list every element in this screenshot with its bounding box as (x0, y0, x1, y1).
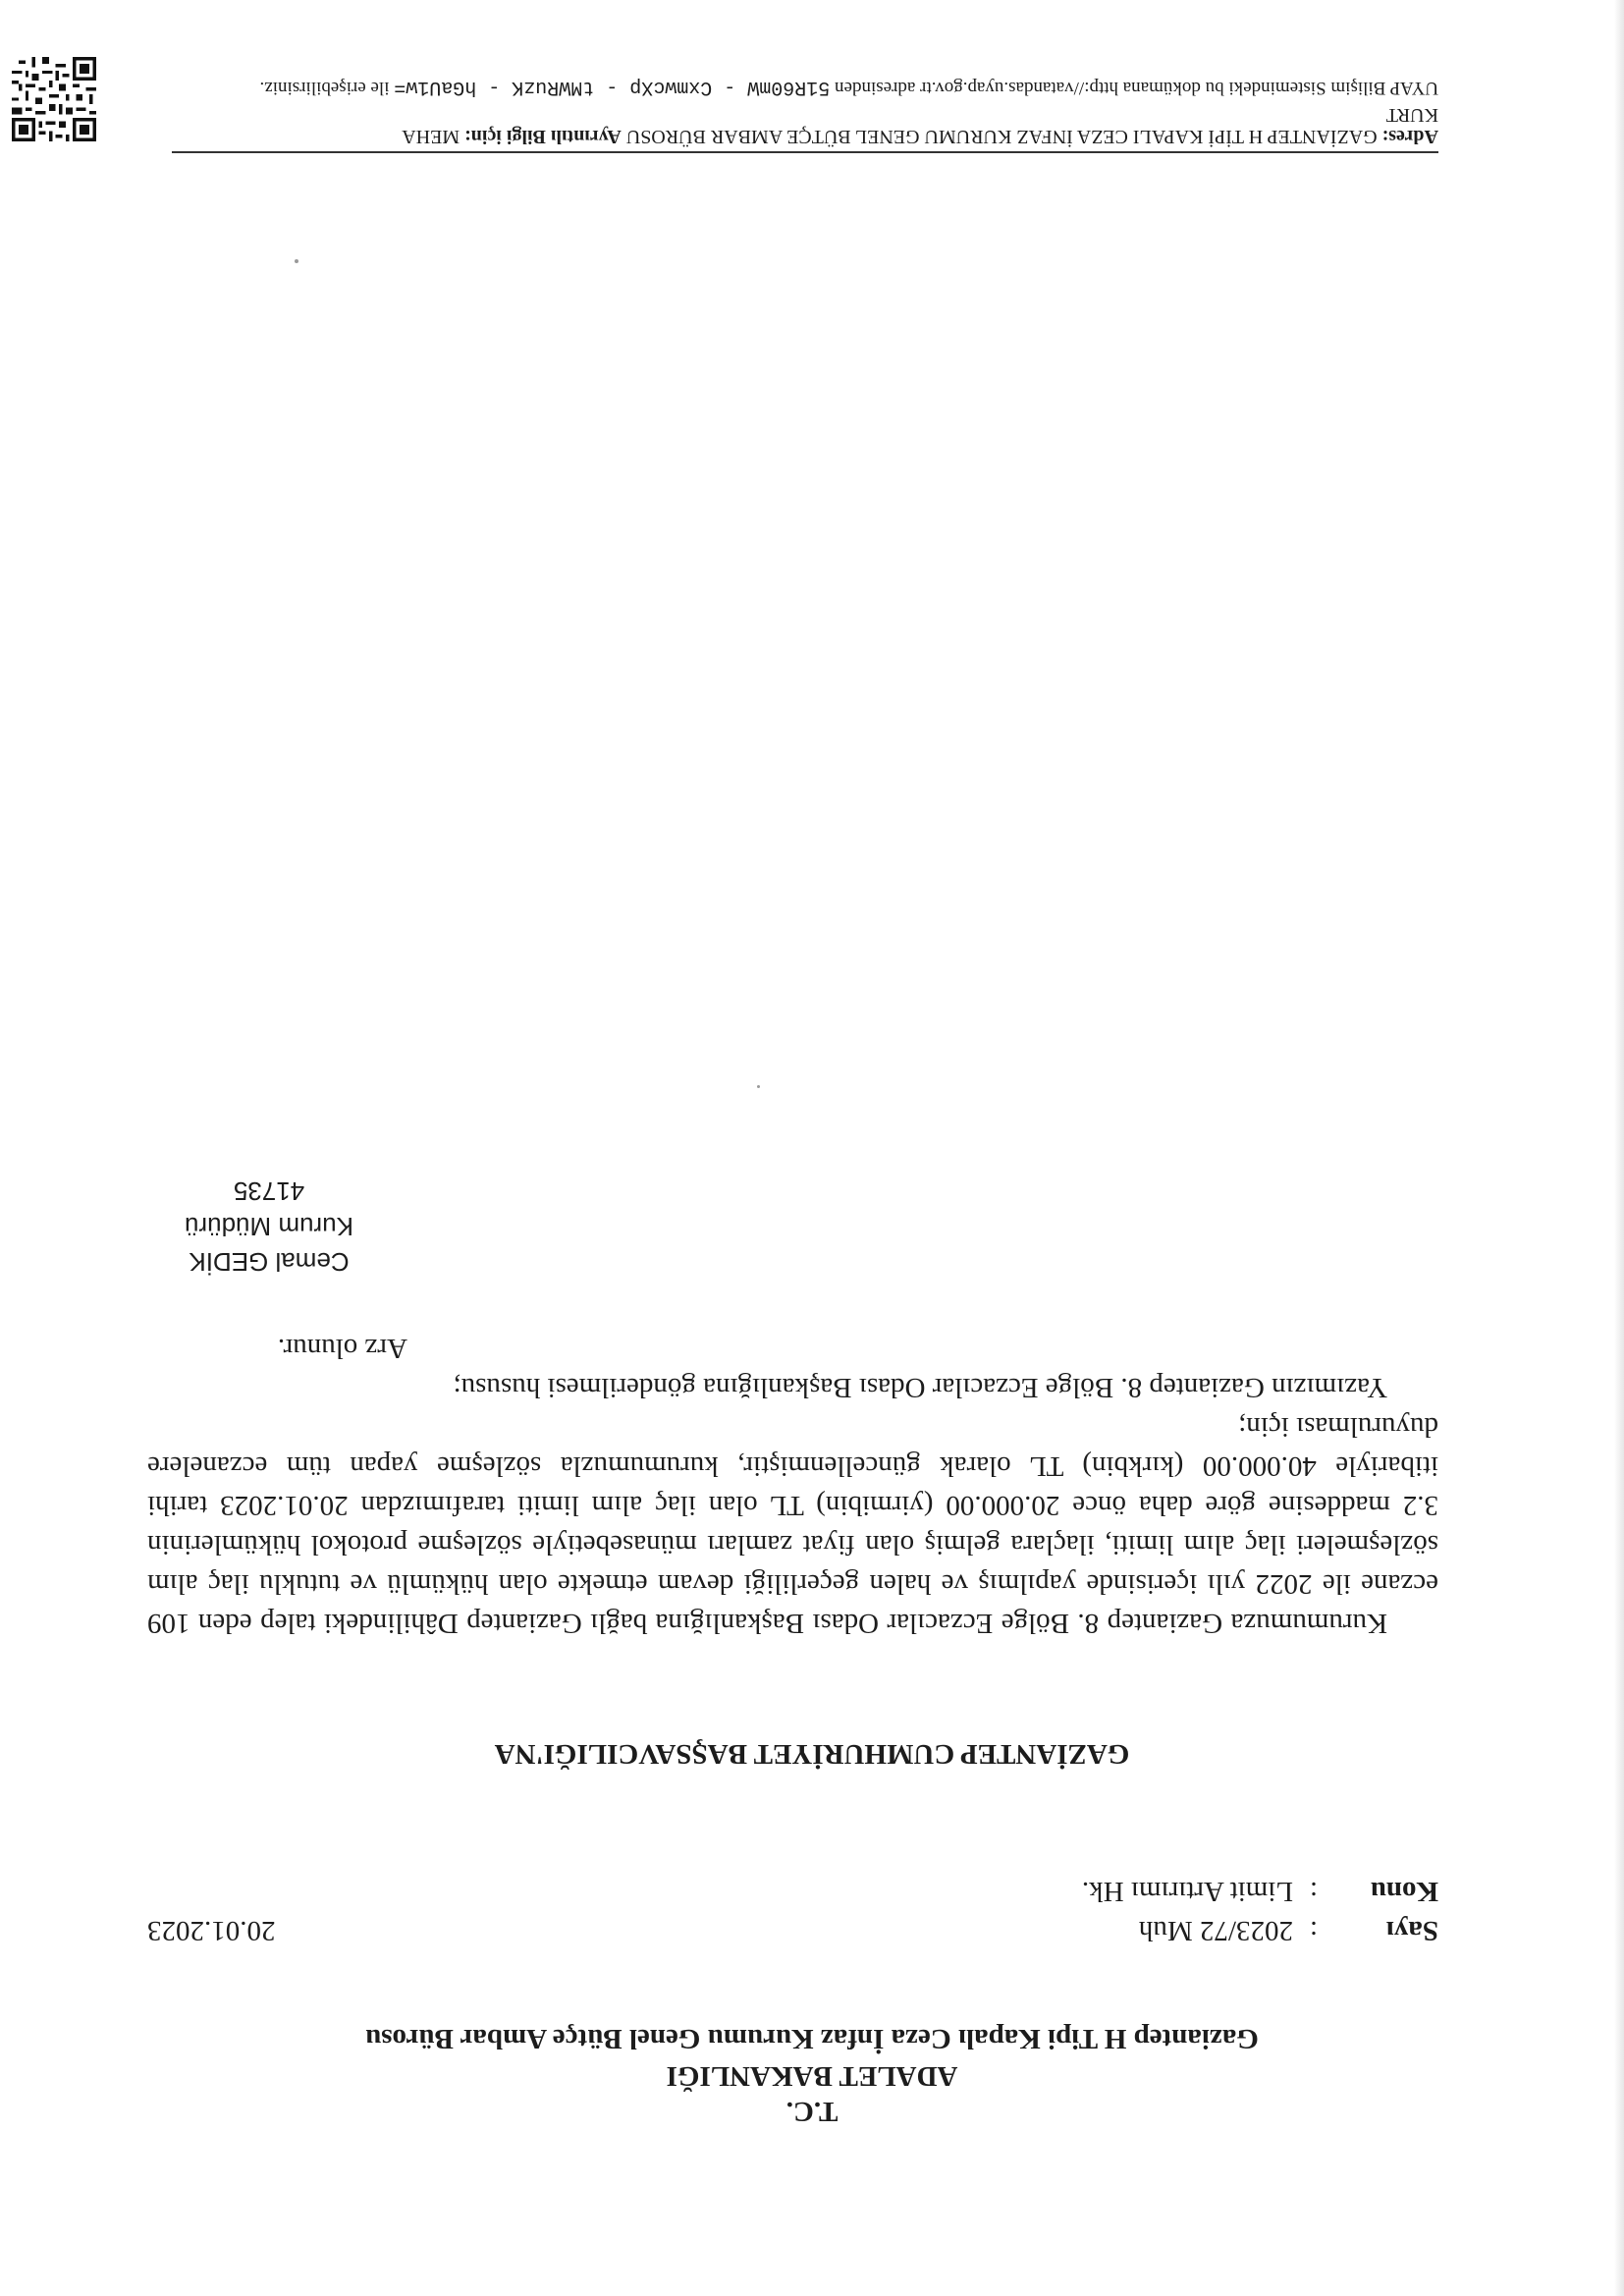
body-paragraph-1: Kurumumuza Gaziantep 8. Bölge Eczacılar Odası Başkanlığına bağlı Gaziantep Dâhilindeki talep eden 109 eczane ile 2022 yılı içerisinde yapılmış ve halen geçerliliği devam etmekte olan hükümlü ve tutuklu ilaç alım sözleşmeleri ilaç alım limiti, ilaçlara gelmiş olan fiyat zamları münasebetiyle sözleşme protokol hükümlerinin 3.2 maddesine göre daha önce 20.000.00 (yirmibin) TL olan ilaç alım limiti tarafımızdan 20.01.2023 tarihi itibariyle 40.000.00 (kırkbin) TL olarak güncellenmiştir, kurumumuzla sözleşme yapan tüm eczanelere duyurulması için; (147, 1411, 1438, 1639)
verification-code: 51R60mW - CxmwcXp - tMWRuzK - hGaU1w= (394, 76, 831, 98)
verification-suffix: ile erişebilirsiniz. (259, 78, 390, 98)
info-value-cont: KURT (1385, 104, 1438, 126)
footer-address-line (83, 126, 1438, 147)
letterhead-unit: Gaziantep H Tipi Kapalı Ceza İnfaz Kurumu Genel Bütçe Ambar Bürosu (365, 2023, 1259, 2054)
address-value: GAZİANTEP H TİPİ KAPALI CEZA İNFAZ KURUMU GENEL BÜTÇE AMBAR BÜROSU (625, 126, 1378, 147)
scan-speck (757, 1085, 760, 1088)
letterhead-state: T.C. (785, 2096, 839, 2127)
konu-row (147, 1872, 1438, 1911)
qr-code-icon (12, 57, 96, 141)
letter-date: 20.01.2023 (147, 1915, 276, 1946)
konu-value: Limit Artırımı Hk. (1081, 1876, 1293, 1907)
letterhead-ministry: ADALET BAKANLIĞI (666, 2060, 958, 2092)
sayi-label: Sayı (1385, 1915, 1438, 1946)
konu-label: Konu (1370, 1876, 1438, 1907)
scan-edge-shadow (1614, 0, 1624, 2296)
footer-verification-line (83, 76, 1438, 98)
address-label: Adres: (1381, 126, 1438, 147)
scan-speck (295, 259, 298, 263)
verification-prefix: UYAP Bilişim Sistemindeki bu dokümana http://vatandas.uyap.gov.tr adresinden (835, 78, 1438, 98)
konu-colon: : (1309, 1876, 1318, 1907)
info-label: Ayrıntılı Bilgi için: (464, 126, 622, 147)
letter-meta (147, 1872, 1438, 1950)
closing-phrase: Arz olunur. (277, 1333, 407, 1364)
letter-body (147, 1329, 1438, 1643)
document-footer (83, 76, 1438, 153)
letterhead (0, 2021, 1624, 2129)
info-value: MEHA (402, 126, 460, 147)
addressee: GAZİANTEP CUMHURİYET BAŞSAVCILIĞI'NA (494, 1738, 1130, 1770)
signatory-title: Kurum Müdürü (185, 1212, 353, 1241)
signatory-name: Cemal GEDİK (189, 1247, 350, 1277)
sayi-row (147, 1911, 1438, 1950)
signatory-number: 41735 (233, 1176, 305, 1206)
body-paragraph-2: Yazımızın Gaziantep 8. Bölge Eczacılar Odası Başkanlığına gönderilmesi hususu; (453, 1372, 1387, 1403)
signature-block (141, 1174, 397, 1280)
sayi-colon: : (1309, 1915, 1318, 1946)
sayi-value: 2023/72 Muh (1138, 1915, 1293, 1946)
footer-divider (172, 151, 1438, 153)
